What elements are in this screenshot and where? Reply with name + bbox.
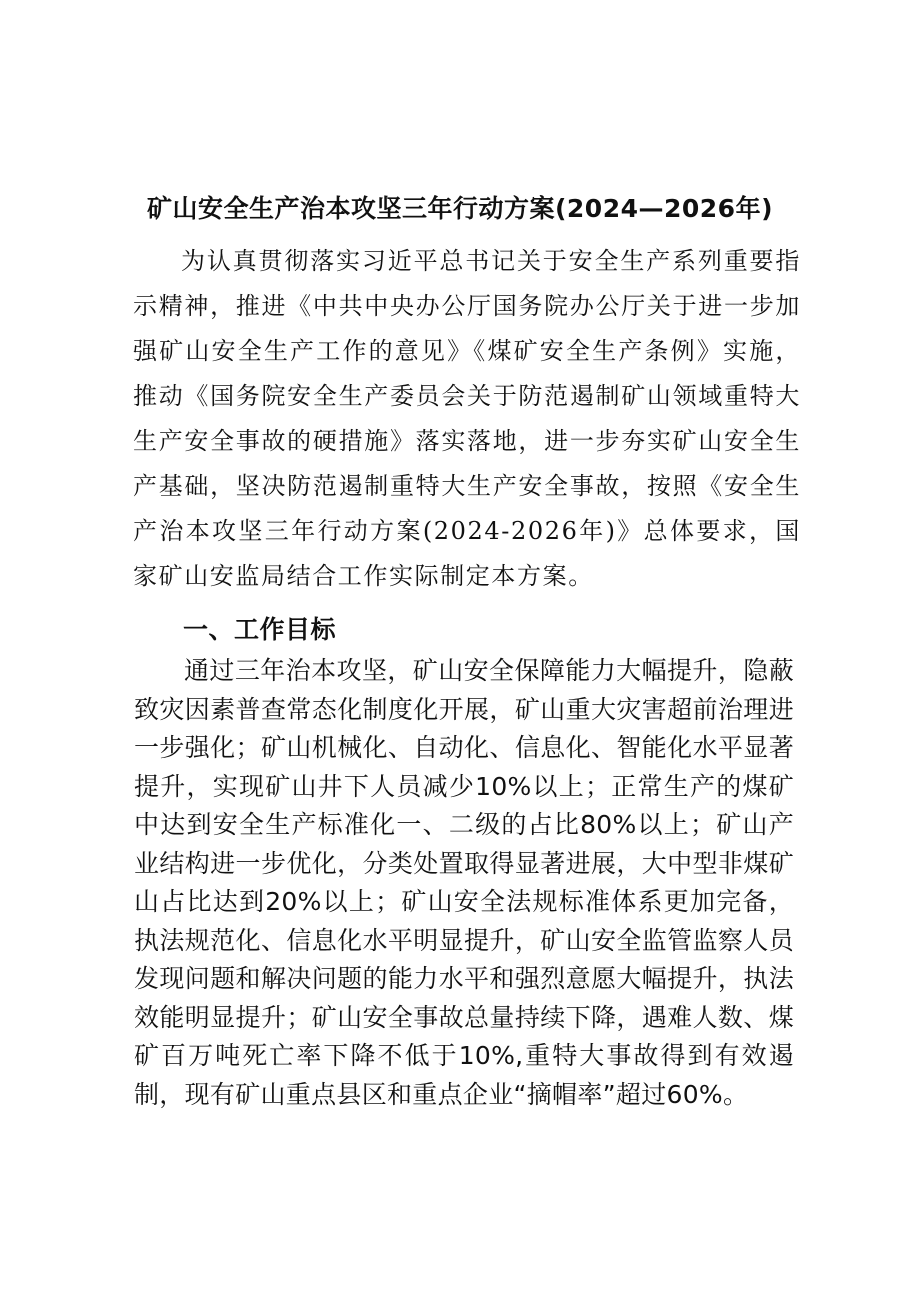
document-title: 矿山安全生产治本攻坚三年行动方案(2024—2026年) [146,193,773,223]
intro-paragraph: 为认真贯彻落实习近平总书记关于安全生产系列重要指示精神，推进《中共中央办公厅国务院办公厅关于进一步加强矿山安全生产工作的意见》《煤矿安全生产条例》实施，推动《国务院安全生产委员会关于防范遏制矿山领域重特大生产安全事故的硬措施》落实落地，进一步夯实矿山安全生产基础，坚决防范遏制重特大生产安全事故，按照《安全生产治本攻坚三年行动方案(2024-2026年)》总体要求，国家矿山安监局结合工作实际制定本方案。 [133,247,801,590]
section-heading-work-goals: 一、工作目标 [183,615,337,644]
section-body-work-goals: 通过三年治本攻坚，矿山安全保障能力大幅提升，隐蔽致灾因素普查常态化制度化开展，矿山重大灾害超前治理进一步强化；矿山机械化、自动化、信息化、智能化水平显著提升，实现矿山井下人员减少10%以上；正常生产的煤矿中达到安全生产标准化一、二级的占比80%以上；矿山产业结构进一步优化，分类处置取得显著进展，大中型非煤矿山占比达到20%以上；矿山安全法规标准体系更加完备，执法规范化、信息化水平明显提升，矿山安全监管监察人员发现问题和解决问题的能力水平和强烈意愿大幅提升，执法效能明显提升；矿山安全事故总量持续下降，遇难人数、煤矿百万吨死亡率下降不低于10%,重特大事故得到有效遏制，现有矿山重点县区和重点企业“摘帽率”超过60%。 [134,656,794,1109]
